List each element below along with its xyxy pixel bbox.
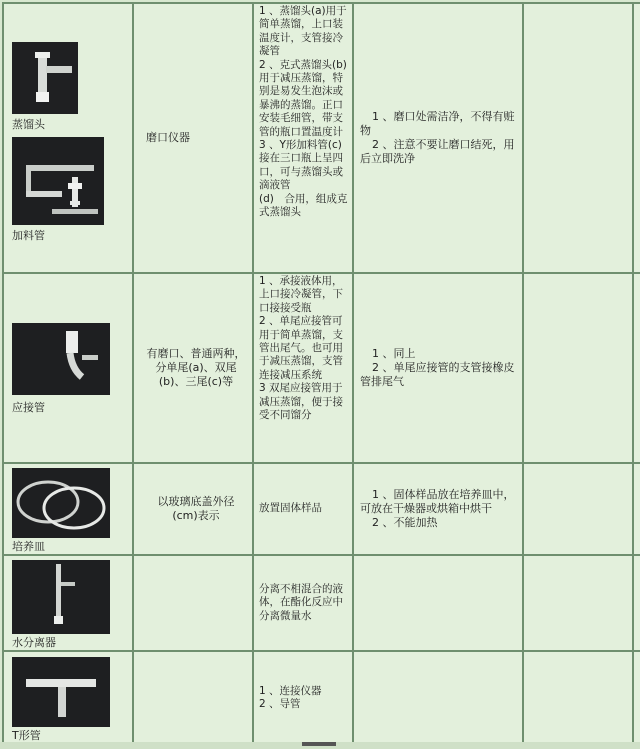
usage-text (254, 4, 352, 221)
t-tube-photo (12, 657, 110, 727)
usage-cell (253, 463, 353, 555)
petri-dish-photo (12, 468, 110, 538)
note-line: 1 、固体样品放在培养皿中，可放在干燥器或烘箱中烘干 (360, 488, 515, 515)
usage-line: 放置固体样品 (259, 502, 322, 515)
usage-text (254, 582, 352, 624)
usage-line: 1 、蒸馏头(a)用于简单蒸馏，上口装温度计，支管接冷凝管 (259, 5, 347, 58)
spec-line: 磨口仪器 (146, 131, 190, 144)
image-cell (3, 555, 133, 651)
receiver-adapter-photo (12, 323, 110, 395)
image-cell (3, 651, 133, 745)
usage-cell (253, 273, 353, 463)
image-cell (3, 3, 133, 273)
empty-cell (523, 3, 633, 273)
table-row (3, 3, 640, 273)
note-line: 1 、同上 (372, 347, 416, 360)
empty-cell (523, 651, 633, 745)
spec-cell (133, 555, 253, 651)
empty-cell (633, 555, 640, 651)
usage-line: (d) 合用，组成克式蒸馏头 (259, 192, 348, 219)
spec-text (134, 347, 252, 389)
spec-text (134, 131, 252, 145)
empty-cell (633, 3, 640, 273)
glassware-table (2, 2, 640, 746)
usage-text (254, 274, 352, 423)
note-line: 2 、单尾应接管的支管接橡皮管排尾气 (360, 361, 515, 388)
note-text (354, 110, 522, 166)
usage-cell (253, 3, 353, 273)
bottom-strip (0, 742, 640, 749)
empty-cell (523, 463, 633, 555)
usage-line: 1 、承接液体用，上口接冷凝管，下口接接受瓶 (259, 275, 343, 314)
table-row (3, 463, 640, 555)
table-row (3, 651, 640, 745)
water-separator-photo (12, 560, 110, 634)
note-cell (353, 651, 523, 745)
note-cell (353, 555, 523, 651)
usage-line: 2 、导管 (259, 698, 301, 710)
usage-line: 3 、Y形加料管(c)接在三口瓶上呈四口，可与蒸馏头或滴液管 (259, 139, 343, 192)
note-line: 2 、不能加热 (372, 516, 438, 529)
spec-line: 以玻璃底盖外径(cm)表示 (157, 495, 235, 522)
divider-mark (302, 742, 336, 746)
usage-text (254, 501, 352, 516)
usage-line: 2 、克式蒸馏头(b)用于减压蒸馏，特别是易发生泡沫或暴沸的蒸馏。正口安装毛细管，带支管的瓶口置温度计 (259, 58, 347, 138)
spec-cell (133, 273, 253, 463)
image-caption: 水分离器 (12, 635, 56, 649)
usage-line: 3 双尾应接管用于减压蒸馏，便于接受不同馏分 (259, 382, 343, 422)
spec-text (134, 495, 252, 523)
table-row (3, 555, 640, 651)
image-caption: 培养皿 (12, 539, 45, 553)
usage-cell (253, 555, 353, 651)
empty-cell (523, 273, 633, 463)
image-cell (3, 273, 133, 463)
spec-cell (133, 463, 253, 555)
empty-cell (523, 555, 633, 651)
usage-text (254, 684, 352, 713)
usage-line: 2 、单尾应接管可用于简单蒸馏，支管出尾气。也可用于减压蒸馏，支管连接减压系统 (259, 315, 343, 381)
spec-line: 有磨口、普通两种，分单尾(a)、双尾(b)、三尾(c)等 (146, 347, 246, 388)
note-text (354, 347, 522, 389)
spec-cell (133, 651, 253, 745)
note-line: 2 、注意不要让磨口结死，用后立即洗净 (360, 138, 515, 165)
empty-cell (633, 273, 640, 463)
empty-cell (633, 463, 640, 555)
note-text (354, 488, 522, 530)
note-cell (353, 273, 523, 463)
usage-cell (253, 651, 353, 745)
image-cell (3, 463, 133, 555)
note-cell (353, 3, 523, 273)
image-caption: T形管 (12, 728, 41, 742)
usage-line: 1 、连接仪器 (259, 684, 322, 697)
spec-cell (133, 3, 253, 273)
addition-tube-photo (12, 137, 104, 225)
note-cell (353, 463, 523, 555)
image-caption: 蒸馏头 (12, 118, 45, 131)
distillation-head-photo (12, 42, 78, 114)
empty-cell (633, 651, 640, 745)
note-line: 1 、磨口处需洁净，不得有赃物 (360, 110, 515, 137)
image-caption: 加料管 (12, 229, 45, 242)
image-caption: 应接管 (12, 400, 45, 414)
usage-line: 分离不相混合的液体，在酯化反应中分离微量水 (259, 582, 343, 622)
table-row (3, 273, 640, 463)
